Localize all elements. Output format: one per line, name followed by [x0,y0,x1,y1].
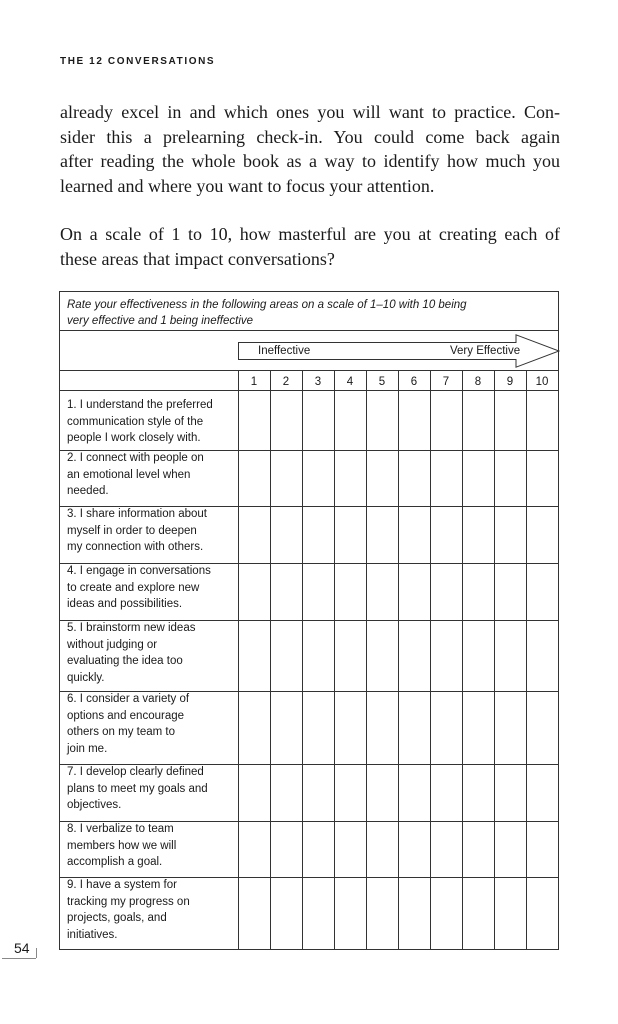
instructions-line: very effective and 1 being ineffective [67,315,254,327]
rating-cell-4-5[interactable] [367,558,398,614]
rating-cell-4-2[interactable] [271,558,302,614]
rating-cell-2-4[interactable] [335,445,366,500]
running-head: THE 12 CONVERSATIONS [60,56,216,67]
scale-left-label: Ineffective [258,345,311,357]
rating-cell-1-9[interactable] [495,392,526,444]
rating-cell-5-6[interactable] [399,615,430,685]
rating-cell-2-2[interactable] [271,445,302,500]
scale-right-label: Very Effective [450,345,521,357]
body-paragraph-1 [60,100,560,198]
statement-line: 2. I connect with people on [67,452,204,464]
statement-line: evaluating the idea too [67,655,183,668]
rating-cell-4-6[interactable] [399,558,430,614]
paragraph-line: already excel in and which ones you will want to practice. Con- [60,102,560,122]
rating-cell-5-10[interactable] [527,615,558,685]
paragraph-line: these areas that impact conversations? [60,248,335,269]
rating-cell-5-3[interactable] [303,615,334,685]
statement-line: 1. I understand the preferred [67,399,213,411]
rating-cell-7-2[interactable] [271,759,302,815]
rating-cell-1-2[interactable] [271,392,302,444]
scale-number: 4 [346,376,354,388]
rating-cell-7-4[interactable] [335,759,366,815]
rating-cell-5-4[interactable] [335,615,366,685]
rating-cell-3-1[interactable] [239,501,270,557]
rating-cell-9-6[interactable] [399,872,430,943]
statement-line: 3. I share information about [67,508,207,520]
rating-cell-2-7[interactable] [431,445,462,500]
rating-cell-9-5[interactable] [367,872,398,943]
rating-cell-3-10[interactable] [527,501,558,557]
rating-cell-8-9[interactable] [495,816,526,871]
statement-row [67,397,239,447]
scale-number: 3 [314,376,322,388]
paragraph-line: after reading the whole book as a way to identify how much you [60,151,560,171]
statement-line: without judging or [67,638,158,651]
rating-cell-3-8[interactable] [463,501,494,557]
page-number-tick [36,948,37,958]
rating-cell-1-3[interactable] [303,392,334,444]
rating-cell-8-1[interactable] [239,816,270,871]
rating-cell-4-1[interactable] [239,558,270,614]
rating-cell-6-5[interactable] [367,686,398,758]
rating-cell-8-5[interactable] [367,816,398,871]
statement-line: to create and explore new [67,581,200,594]
rating-cell-1-6[interactable] [399,392,430,444]
rating-cell-7-3[interactable] [303,759,334,815]
statement-line: tracking my progress on [67,895,190,908]
rating-cell-1-5[interactable] [367,392,398,444]
statement-line: my connection with others. [67,541,204,554]
rating-cell-2-5[interactable] [367,445,398,500]
rating-cell-1-10[interactable] [527,392,558,444]
rating-cell-1-4[interactable] [335,392,366,444]
rating-cell-9-2[interactable] [271,872,302,943]
rating-cell-5-9[interactable] [495,615,526,685]
statement-line: communication style of the [67,415,204,428]
statement-line: 6. I consider a variety of [67,693,190,705]
table-rule [60,330,558,331]
rating-cell-5-5[interactable] [367,615,398,685]
statement-line: objectives. [67,799,122,812]
statement-line: 9. I have a system for [67,879,177,891]
rating-cell-9-7[interactable] [431,872,462,943]
statement-line: an emotional level when [67,468,191,481]
rating-cell-3-2[interactable] [271,501,302,557]
rating-cell-7-8[interactable] [463,759,494,815]
rating-cell-1-8[interactable] [463,392,494,444]
statement-line: people I work closely with. [67,432,201,445]
scale-number: 1 [250,376,258,388]
scale-number: 2 [282,376,290,388]
rating-cell-9-10[interactable] [527,872,558,943]
rating-cell-9-4[interactable] [335,872,366,943]
scale-number: 10 [535,376,549,388]
rating-cell-4-9[interactable] [495,558,526,614]
scale-number: 7 [442,376,450,388]
statement-row [67,691,239,758]
rating-cell-5-8[interactable] [463,615,494,685]
statement-line: others on my team to [67,726,176,739]
statement-line: 7. I develop clearly defined [67,766,204,778]
rating-cell-7-6[interactable] [399,759,430,815]
rating-cell-7-1[interactable] [239,759,270,815]
body-paragraph-2 [60,222,560,271]
rating-cell-6-4[interactable] [335,686,366,758]
rating-cell-4-7[interactable] [431,558,462,614]
paragraph-line: sider this a prelearning check-in. You could come back again [60,126,560,147]
page-number: 54 [14,940,30,956]
rating-cell-8-2[interactable] [271,816,302,871]
statement-line: members how we will [67,839,177,852]
paragraph-line: On a scale of 1 to 10, how masterful are you at creating each of [60,224,560,244]
statement-line: initiatives. [67,929,118,942]
rating-cell-3-7[interactable] [431,501,462,557]
rating-cell-9-1[interactable] [239,872,270,943]
statement-line: join me. [67,743,108,756]
statement-line: needed. [67,485,109,498]
rating-cell-7-7[interactable] [431,759,462,815]
rating-cell-3-6[interactable] [399,501,430,557]
rating-cell-6-2[interactable] [271,686,302,758]
rating-cell-3-9[interactable] [495,501,526,557]
statement-line: projects, goals, and [67,912,167,925]
rating-cell-8-6[interactable] [399,816,430,871]
statement-row [67,821,239,871]
statement-row [67,563,239,613]
statement-line: quickly. [67,672,105,685]
table-rule [60,390,558,391]
rating-cell-8-3[interactable] [303,816,334,871]
rating-cell-9-3[interactable] [303,872,334,943]
rating-cell-1-7[interactable] [431,392,462,444]
rating-cell-2-10[interactable] [527,445,558,500]
statement-line: 4. I engage in conversations [67,565,211,577]
rating-cell-8-10[interactable] [527,816,558,871]
rating-cell-4-4[interactable] [335,558,366,614]
rating-cell-1-1[interactable] [239,392,270,444]
page-number-rule [2,958,36,959]
rating-cell-6-9[interactable] [495,686,526,758]
statement-line: options and encourage [67,709,185,722]
rating-cell-2-8[interactable] [463,445,494,500]
rating-cell-3-5[interactable] [367,501,398,557]
rating-cell-2-1[interactable] [239,445,270,500]
instructions-line: Rate your effectiveness in the following areas on a scale of 1–10 with 10 being [67,299,467,311]
rating-cell-8-7[interactable] [431,816,462,871]
scale-number: 8 [474,376,482,388]
rating-cell-6-7[interactable] [431,686,462,758]
rating-cell-5-7[interactable] [431,615,462,685]
rating-cell-9-9[interactable] [495,872,526,943]
statement-row [67,620,239,687]
table-instructions [67,297,547,329]
rating-cell-5-1[interactable] [239,615,270,685]
statement-line: 5. I brainstorm new ideas [67,622,196,634]
rating-cell-8-4[interactable] [335,816,366,871]
rating-cell-4-3[interactable] [303,558,334,614]
statement-row [67,764,239,814]
table-rule [60,370,558,371]
rating-cell-3-4[interactable] [335,501,366,557]
rating-cell-6-3[interactable] [303,686,334,758]
statement-line: ideas and possibilities. [67,598,183,611]
rating-cell-6-8[interactable] [463,686,494,758]
statement-line: plans to meet my goals and [67,782,208,795]
rating-cell-2-9[interactable] [495,445,526,500]
rating-cell-9-8[interactable] [463,872,494,943]
rating-cell-2-3[interactable] [303,445,334,500]
rating-cell-6-6[interactable] [399,686,430,758]
rating-cell-3-3[interactable] [303,501,334,557]
statement-line: myself in order to deepen [67,524,197,537]
rating-cell-7-5[interactable] [367,759,398,815]
rating-cell-4-10[interactable] [527,558,558,614]
statement-line: accomplish a goal. [67,856,163,869]
self-assessment-table [59,291,559,950]
scale-number: 6 [410,376,418,388]
rating-cell-6-10[interactable] [527,686,558,758]
scale-number: 9 [506,376,514,388]
scale-number: 5 [378,376,386,388]
statement-row [67,450,239,500]
paragraph-line: learned and where you want to focus your attention. [60,175,435,196]
rating-cell-5-2[interactable] [271,615,302,685]
statement-line: 8. I verbalize to team [67,823,174,835]
rating-cell-7-9[interactable] [495,759,526,815]
rating-cell-2-6[interactable] [399,445,430,500]
rating-cell-4-8[interactable] [463,558,494,614]
rating-cell-8-8[interactable] [463,816,494,871]
statement-row [67,506,239,556]
statement-row [67,877,239,944]
rating-cell-6-1[interactable] [239,686,270,758]
rating-cell-7-10[interactable] [527,759,558,815]
